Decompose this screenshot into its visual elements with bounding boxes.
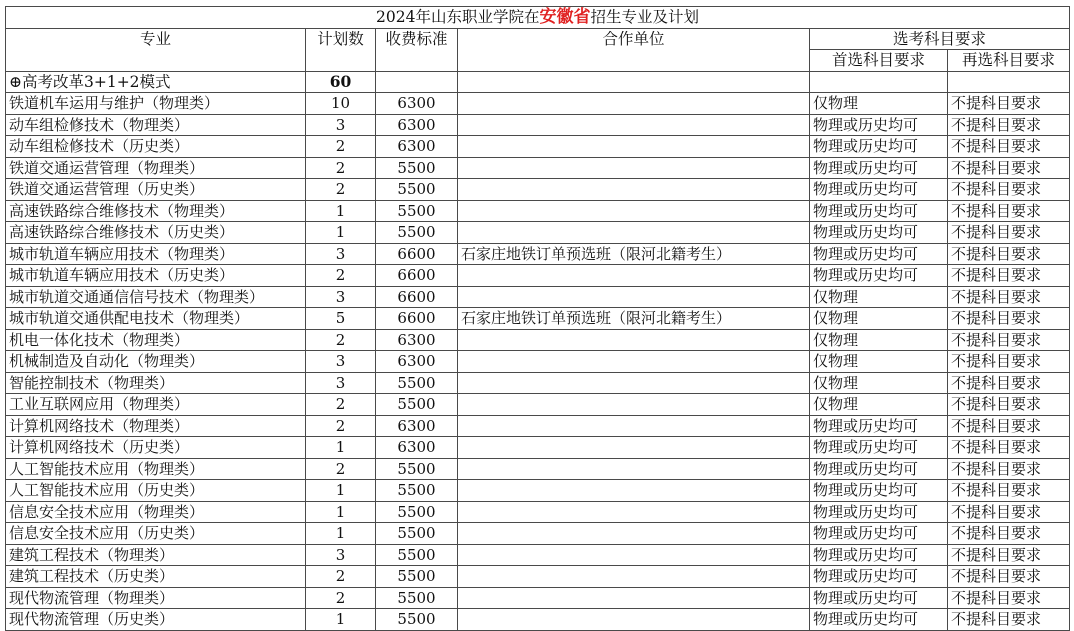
table-row [6, 394, 1070, 416]
cell-first-choice: 仅物理 [810, 394, 948, 416]
cell-second-choice: 不提科目要求 [948, 566, 1070, 588]
cell-first-choice: 物理或历史均可 [810, 458, 948, 480]
cell-partner [458, 93, 810, 115]
cell-first-choice: 仅物理 [810, 372, 948, 394]
cell-partner [458, 437, 810, 459]
mode-label: ⊕高考改革3+1+2模式 [6, 71, 306, 93]
cell-major: 现代物流管理（历史类） [6, 609, 306, 631]
cell-fee: 6300 [376, 329, 458, 351]
table-row [6, 308, 1070, 330]
cell-plan: 1 [306, 480, 376, 502]
cell-first-choice: 物理或历史均可 [810, 243, 948, 265]
cell-second-choice: 不提科目要求 [948, 286, 1070, 308]
cell-fee: 5500 [376, 458, 458, 480]
header-fee: 收费标准 [376, 28, 458, 71]
table-row [6, 415, 1070, 437]
cell-major: 信息安全技术应用（物理类） [6, 501, 306, 523]
cell-second-choice: 不提科目要求 [948, 523, 1070, 545]
cell-fee: 5500 [376, 394, 458, 416]
cell-fee: 5500 [376, 200, 458, 222]
cell-plan: 3 [306, 372, 376, 394]
cell-first-choice: 物理或历史均可 [810, 544, 948, 566]
table-row [6, 523, 1070, 545]
cell-second-choice: 不提科目要求 [948, 179, 1070, 201]
cell-plan: 1 [306, 523, 376, 545]
cell-first-choice: 仅物理 [810, 308, 948, 330]
table-row [6, 265, 1070, 287]
cell-second-choice: 不提科目要求 [948, 265, 1070, 287]
cell-partner [458, 458, 810, 480]
cell-major: 智能控制技术（物理类） [6, 372, 306, 394]
cell-first-choice: 物理或历史均可 [810, 136, 948, 158]
cell-major: 人工智能技术应用（物理类） [6, 458, 306, 480]
cell-first-choice: 物理或历史均可 [810, 222, 948, 244]
cell-major: 动车组检修技术（历史类） [6, 136, 306, 158]
cell-second-choice: 不提科目要求 [948, 609, 1070, 631]
cell-partner [458, 523, 810, 545]
cell-major: 现代物流管理（物理类） [6, 587, 306, 609]
header-major: 专业 [6, 28, 306, 71]
cell-first-choice: 物理或历史均可 [810, 523, 948, 545]
cell-fee: 5500 [376, 157, 458, 179]
cell-plan: 3 [306, 114, 376, 136]
table-row [6, 136, 1070, 158]
cell-second-choice: 不提科目要求 [948, 501, 1070, 523]
table-row [6, 179, 1070, 201]
cell-major: 铁道机车运用与维护（物理类） [6, 93, 306, 115]
cell-plan: 10 [306, 93, 376, 115]
cell-second-choice: 不提科目要求 [948, 157, 1070, 179]
table-title [6, 7, 1070, 29]
cell-fee: 5500 [376, 544, 458, 566]
header-second-choice: 再选科目要求 [948, 50, 1070, 72]
cell-fee: 5500 [376, 587, 458, 609]
cell-second-choice: 不提科目要求 [948, 308, 1070, 330]
cell-plan: 2 [306, 265, 376, 287]
table-row [6, 566, 1070, 588]
table-row [6, 351, 1070, 373]
cell-first-choice: 物理或历史均可 [810, 415, 948, 437]
cell-partner [458, 222, 810, 244]
cell-partner [458, 157, 810, 179]
cell-major: 铁道交通运营管理（历史类） [6, 179, 306, 201]
cell-first-choice: 物理或历史均可 [810, 609, 948, 631]
cell-partner [458, 179, 810, 201]
cell-fee: 5500 [376, 501, 458, 523]
cell-major: 工业互联网应用（物理类） [6, 394, 306, 416]
title-suffix: 招生专业及计划 [590, 8, 700, 27]
cell-partner [458, 265, 810, 287]
header-plan: 计划数 [306, 28, 376, 71]
cell-fee: 6300 [376, 437, 458, 459]
cell-fee: 5500 [376, 609, 458, 631]
cell-partner [458, 587, 810, 609]
table-row [6, 243, 1070, 265]
cell-second-choice: 不提科目要求 [948, 136, 1070, 158]
cell-plan: 2 [306, 136, 376, 158]
cell-plan: 3 [306, 243, 376, 265]
table-row [6, 222, 1070, 244]
cell-second-choice: 不提科目要求 [948, 351, 1070, 373]
cell-fee: 6300 [376, 136, 458, 158]
table-row [6, 501, 1070, 523]
cell-plan: 3 [306, 286, 376, 308]
cell-plan: 1 [306, 437, 376, 459]
cell-fee: 6300 [376, 415, 458, 437]
cell-plan: 5 [306, 308, 376, 330]
table-row [6, 157, 1070, 179]
cell-plan: 1 [306, 609, 376, 631]
cell-fee: 5500 [376, 222, 458, 244]
table-row [6, 544, 1070, 566]
cell-fee: 6600 [376, 286, 458, 308]
cell-plan: 2 [306, 394, 376, 416]
cell-first-choice: 物理或历史均可 [810, 200, 948, 222]
cell-plan: 2 [306, 157, 376, 179]
cell-first-choice: 物理或历史均可 [810, 587, 948, 609]
cell-fee: 6600 [376, 265, 458, 287]
cell-fee: 6600 [376, 308, 458, 330]
cell-major: 建筑工程技术（物理类） [6, 544, 306, 566]
cell-plan: 2 [306, 458, 376, 480]
cell-partner [458, 480, 810, 502]
table-row [6, 329, 1070, 351]
table-title-row [6, 7, 1070, 29]
table-row [6, 609, 1070, 631]
cell-partner [458, 136, 810, 158]
table-row [6, 93, 1070, 115]
cell-plan: 3 [306, 544, 376, 566]
cell-plan: 2 [306, 179, 376, 201]
cell-second-choice: 不提科目要求 [948, 372, 1070, 394]
table-body [6, 71, 1070, 630]
cell-second-choice: 不提科目要求 [948, 480, 1070, 502]
cell-major: 机械制造及自动化（物理类） [6, 351, 306, 373]
cell-first-choice: 物理或历史均可 [810, 179, 948, 201]
cell-partner [458, 114, 810, 136]
title-province: 安徽省 [539, 7, 591, 28]
cell-second-choice: 不提科目要求 [948, 394, 1070, 416]
table-row [6, 458, 1070, 480]
title-prefix: 2024年山东职业学院在 [376, 8, 540, 27]
table-row [6, 200, 1070, 222]
table-row [6, 587, 1070, 609]
cell-major: 计算机网络技术（历史类） [6, 437, 306, 459]
header-partner: 合作单位 [458, 28, 810, 71]
cell-second-choice: 不提科目要求 [948, 114, 1070, 136]
cell-first-choice: 仅物理 [810, 329, 948, 351]
header-first-choice: 首选科目要求 [810, 50, 948, 72]
table-row [6, 114, 1070, 136]
cell-major: 信息安全技术应用（历史类） [6, 523, 306, 545]
cell-major: 铁道交通运营管理（物理类） [6, 157, 306, 179]
cell-first-choice: 物理或历史均可 [810, 501, 948, 523]
cell-fee: 6300 [376, 351, 458, 373]
cell-first-choice: 物理或历史均可 [810, 265, 948, 287]
cell-first-choice: 物理或历史均可 [810, 480, 948, 502]
cell-major: 高速铁路综合维修技术（历史类） [6, 222, 306, 244]
cell-first-choice: 物理或历史均可 [810, 114, 948, 136]
cell-fee: 5500 [376, 566, 458, 588]
cell-plan: 1 [306, 200, 376, 222]
cell-major: 计算机网络技术（物理类） [6, 415, 306, 437]
cell-second-choice: 不提科目要求 [948, 243, 1070, 265]
mode-total: 60 [306, 71, 376, 93]
cell-partner: 石家庄地铁订单预选班（限河北籍考生） [458, 243, 810, 265]
cell-plan: 1 [306, 222, 376, 244]
cell-major: 城市轨道车辆应用技术（物理类） [6, 243, 306, 265]
cell-first-choice: 仅物理 [810, 93, 948, 115]
cell-major: 城市轨道交通通信信号技术（物理类） [6, 286, 306, 308]
cell-first-choice: 仅物理 [810, 351, 948, 373]
cell-second-choice: 不提科目要求 [948, 329, 1070, 351]
header-subject-requirements: 选考科目要求 [810, 28, 1070, 50]
cell-partner [458, 286, 810, 308]
cell-major: 动车组检修技术（物理类） [6, 114, 306, 136]
cell-major: 建筑工程技术（历史类） [6, 566, 306, 588]
cell-second-choice: 不提科目要求 [948, 93, 1070, 115]
cell-partner [458, 609, 810, 631]
cell-major: 人工智能技术应用（历史类） [6, 480, 306, 502]
table-row [6, 372, 1070, 394]
cell-partner: 石家庄地铁订单预选班（限河北籍考生） [458, 308, 810, 330]
cell-first-choice: 物理或历史均可 [810, 566, 948, 588]
cell-partner [458, 394, 810, 416]
cell-plan: 2 [306, 566, 376, 588]
cell-first-choice: 物理或历史均可 [810, 437, 948, 459]
cell-first-choice: 物理或历史均可 [810, 157, 948, 179]
cell-second-choice: 不提科目要求 [948, 458, 1070, 480]
cell-fee: 5500 [376, 179, 458, 201]
table-row [6, 437, 1070, 459]
mode-fee-empty [376, 71, 458, 93]
cell-major: 高速铁路综合维修技术（物理类） [6, 200, 306, 222]
cell-partner [458, 415, 810, 437]
cell-fee: 5500 [376, 480, 458, 502]
cell-fee: 6300 [376, 93, 458, 115]
header-row-top [6, 28, 1070, 50]
cell-second-choice: 不提科目要求 [948, 415, 1070, 437]
cell-plan: 3 [306, 351, 376, 373]
table-row [6, 286, 1070, 308]
cell-partner [458, 200, 810, 222]
cell-plan: 2 [306, 415, 376, 437]
cell-plan: 2 [306, 587, 376, 609]
cell-major: 城市轨道交通供配电技术（物理类） [6, 308, 306, 330]
cell-partner [458, 566, 810, 588]
cell-major: 机电一体化技术（物理类） [6, 329, 306, 351]
cell-major: 城市轨道车辆应用技术（历史类） [6, 265, 306, 287]
cell-first-choice: 仅物理 [810, 286, 948, 308]
cell-fee: 6600 [376, 243, 458, 265]
cell-partner [458, 544, 810, 566]
cell-partner [458, 329, 810, 351]
cell-second-choice: 不提科目要求 [948, 587, 1070, 609]
cell-partner [458, 351, 810, 373]
enrollment-plan-table [5, 6, 1070, 631]
table-row [6, 480, 1070, 502]
cell-partner [458, 372, 810, 394]
cell-second-choice: 不提科目要求 [948, 222, 1070, 244]
cell-plan: 2 [306, 329, 376, 351]
cell-second-choice: 不提科目要求 [948, 437, 1070, 459]
mode-second-empty [948, 71, 1070, 93]
cell-partner [458, 501, 810, 523]
cell-plan: 1 [306, 501, 376, 523]
mode-row [6, 71, 1070, 93]
cell-second-choice: 不提科目要求 [948, 544, 1070, 566]
cell-fee: 5500 [376, 523, 458, 545]
mode-first-empty [810, 71, 948, 93]
mode-partner-empty [458, 71, 810, 93]
enrollment-plan-sheet [5, 6, 1070, 631]
cell-second-choice: 不提科目要求 [948, 200, 1070, 222]
cell-fee: 6300 [376, 114, 458, 136]
cell-fee: 5500 [376, 372, 458, 394]
